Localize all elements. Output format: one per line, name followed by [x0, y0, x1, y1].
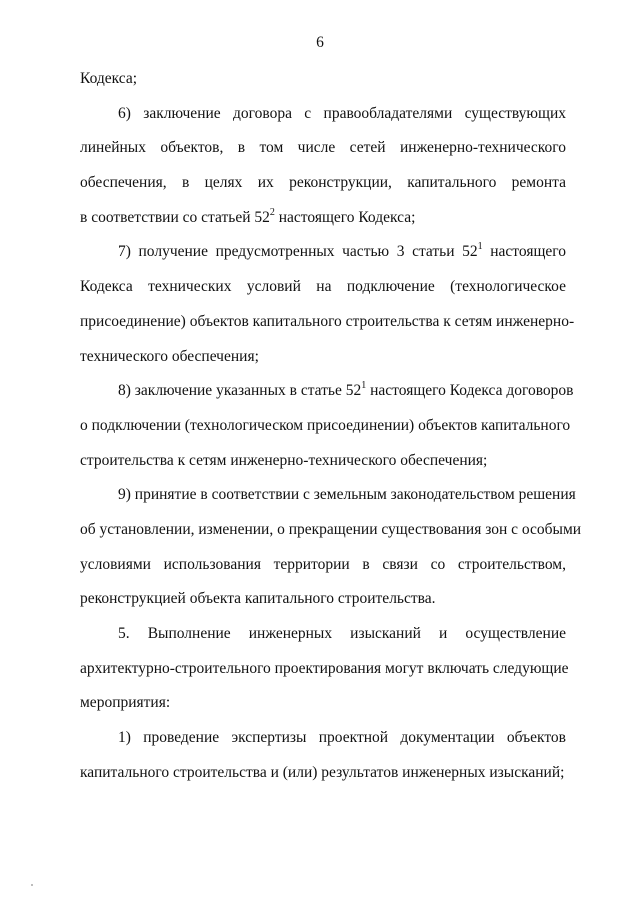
text-line: обеспечения, в целях их реконструкции, капитального ремонта: [80, 174, 566, 192]
document-body: [80, 62, 582, 790]
text-line: о подключении (технологическом присоединении) объектов капитального: [80, 416, 571, 434]
text-line: мероприятия:: [80, 694, 171, 712]
paragraph-first-line: 5. Выполнение инженерных изысканий и осуществление: [118, 625, 566, 642]
text-line: технического обеспечения;: [80, 347, 259, 365]
page-number: 6: [316, 34, 324, 51]
paragraph-first-line: 6) заключение договора с правообладателями существующих: [118, 104, 566, 122]
superscript: 1: [477, 241, 483, 253]
superscript: 2: [269, 206, 275, 218]
text-line: Кодекса технических условий на подключение (технологическое: [80, 278, 566, 296]
paragraph-first-line: 8) заключение указанных в статье $52^1$ настоящего Кодекса договоров: [118, 380, 574, 400]
paragraph-first-line: 7) получение предусмотренных частью 3 статьи $52^1$ настоящего: [118, 241, 566, 261]
text-line: об установлении, изменении, о прекращении существования зон с особыми: [80, 520, 582, 538]
text-line: архитектурно-строительного проектирования могут включать следующие: [80, 659, 569, 677]
text-line: Кодекса;: [80, 70, 138, 87]
text-line: капитального строительства и (или) результатов инженерных изысканий;: [80, 763, 565, 781]
scan-dot: [31, 884, 33, 886]
paragraph-first-line: 1) проведение экспертизы проектной документации объектов: [118, 729, 566, 747]
text-line: условиями использования территории в связи со строительством,: [80, 555, 566, 573]
text-line: строительства к сетям инженерно-технического обеспечения;: [80, 451, 488, 469]
text-line: присоединение) объектов капитального строительства к сетям инженерно-: [80, 312, 575, 330]
paragraph-first-line: 9) принятие в соответствии с земельным законодательством решения: [118, 486, 576, 504]
text-line: в соответствии со статьей $52^2$ настоящего Кодекса;: [80, 206, 416, 226]
text-line: реконструкцией объекта капитального строительства.: [80, 590, 436, 608]
superscript: 1: [361, 380, 367, 392]
text-line: линейных объектов, в том числе сетей инженерно-технического: [80, 139, 566, 157]
